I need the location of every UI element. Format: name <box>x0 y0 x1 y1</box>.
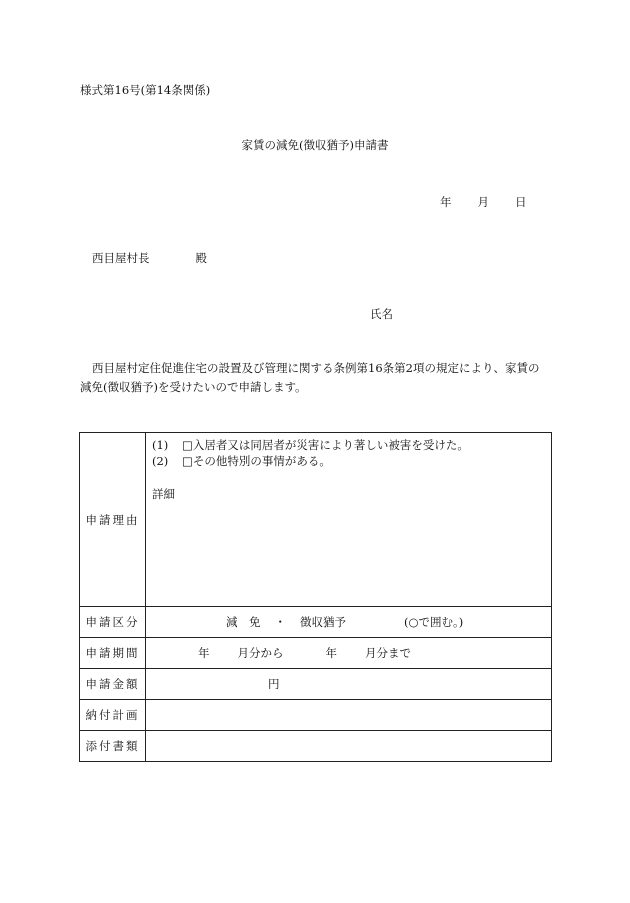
date-line <box>440 194 527 210</box>
table-row-amount <box>80 669 552 700</box>
addressee-honorific: 殿 <box>195 251 207 265</box>
period-field[interactable] <box>146 638 552 669</box>
reason-option-1[interactable] <box>152 437 469 453</box>
application-statement: 西目屋村定住促進住宅の設置及び管理に関する条例第16条第2項の規定により、家賃の減免(徴収猶予)を受けたいので申請します。 <box>80 361 540 394</box>
payment-plan-label: 納付計画 <box>80 700 146 731</box>
form-number: 様式第16号(第14条関係) <box>80 83 211 97</box>
reason-option-1-text: □入居者又は同居者が災害により著しい被害を受けた。 <box>182 438 469 452</box>
category-option-reduction[interactable]: 減 免 <box>226 615 261 629</box>
amount-field[interactable] <box>146 669 552 700</box>
table-row-reason <box>80 433 552 607</box>
addressee <box>92 250 207 266</box>
amount-label: 申請金額 <box>80 669 146 700</box>
reason-label: 申請理由 <box>80 433 146 607</box>
period-label: 申請期間 <box>80 638 146 669</box>
payment-plan-field[interactable] <box>146 700 552 731</box>
period-from-month: 月分から <box>237 646 284 660</box>
category-note: (○で囲む。) <box>404 615 464 629</box>
reason-field[interactable] <box>146 433 552 607</box>
category-label: 申請区分 <box>80 607 146 638</box>
document-title: 家賃の減免(徴収猶予)申請書 <box>241 138 389 152</box>
reason-option-2[interactable] <box>152 453 469 469</box>
table-row-category <box>80 607 552 638</box>
reason-option-1-num: (1) <box>152 438 169 452</box>
date-month: 月 <box>477 195 489 209</box>
reason-detail-label: 詳細 <box>152 487 175 501</box>
category-separator: ・ <box>274 615 286 629</box>
addressee-name: 西目屋村長 <box>92 251 150 265</box>
applicant-name-label: 氏名 <box>370 307 393 321</box>
period-to-year: 年 <box>325 646 337 660</box>
date-day: 日 <box>515 195 527 209</box>
attachments-label: 添付書類 <box>80 731 146 762</box>
reason-option-2-num: (2) <box>152 454 169 468</box>
reason-option-2-text: □その他特別の事情がある。 <box>182 454 331 468</box>
table-row-payment-plan <box>80 700 552 731</box>
attachments-field[interactable] <box>146 731 552 762</box>
application-table <box>79 432 552 762</box>
category-option-deferral[interactable]: 徴収猶予 <box>300 615 346 629</box>
date-year: 年 <box>440 195 452 209</box>
period-to-month: 月分まで <box>365 646 411 660</box>
table-row-attachments <box>80 731 552 762</box>
category-field[interactable] <box>146 607 552 638</box>
amount-unit: 円 <box>268 677 280 691</box>
period-from-year: 年 <box>198 646 210 660</box>
table-row-period <box>80 638 552 669</box>
